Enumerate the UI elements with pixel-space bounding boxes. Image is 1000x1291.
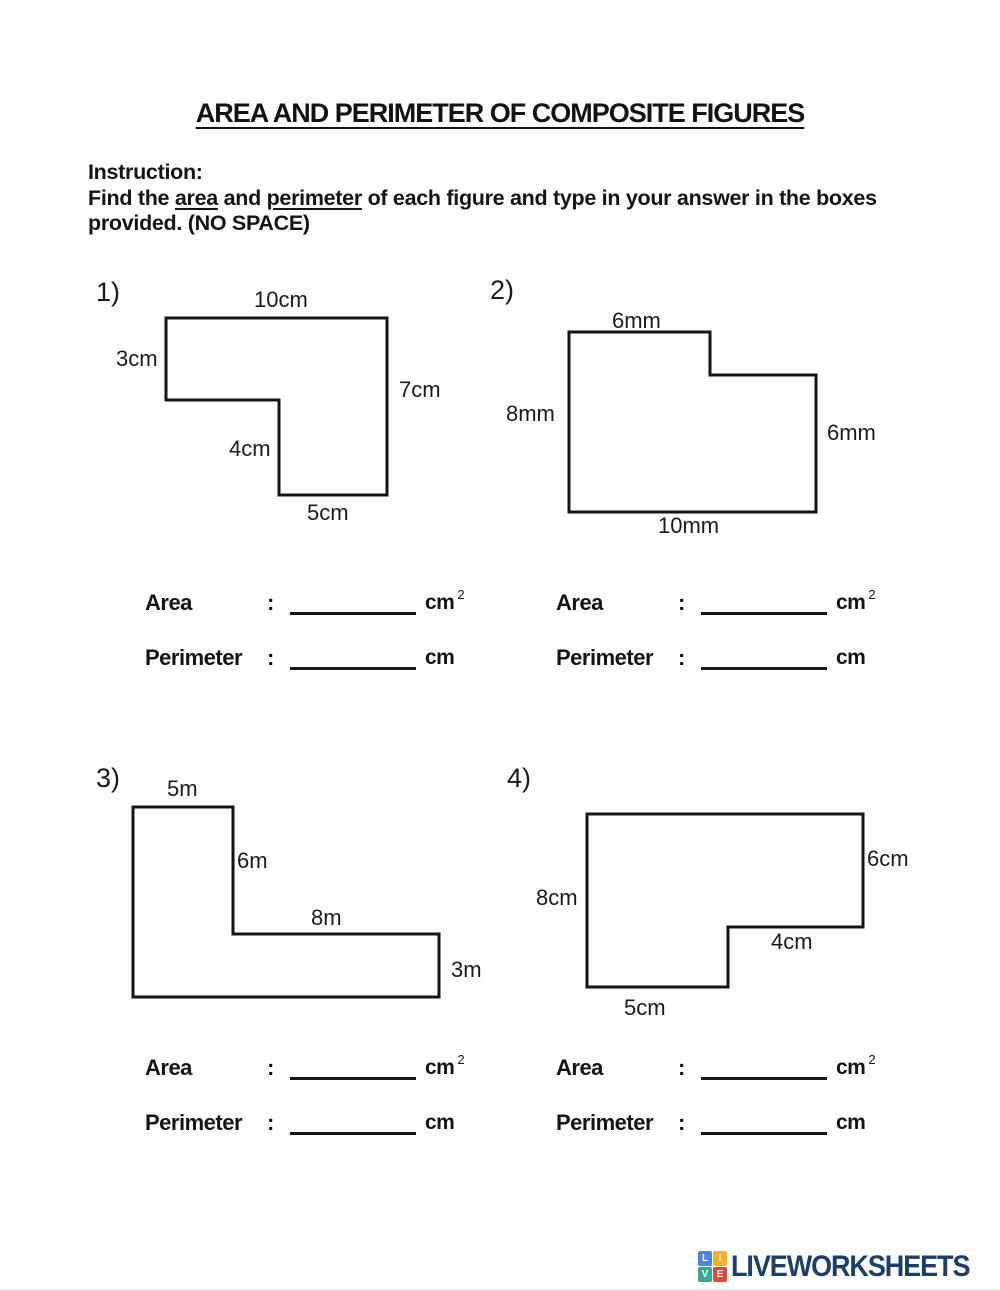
colon: :	[267, 590, 275, 615]
logo-tile-l: L	[698, 1251, 712, 1266]
instruction-word-area: area	[174, 185, 218, 210]
instruction-part: and	[217, 185, 267, 210]
figure2-perimeter-row	[556, 643, 865, 671]
figure4-number: 4)	[507, 763, 532, 793]
figure4-area-row	[556, 1053, 875, 1081]
figure1-area-row	[145, 588, 464, 616]
instruction-part: Find the	[88, 185, 175, 210]
figure3-dim-right: 3m	[451, 957, 482, 982]
colon: :	[678, 1110, 686, 1135]
instruction-block	[88, 160, 916, 237]
unit-cm: cm	[425, 646, 455, 669]
figure4-perimeter-answer-blank[interactable]	[701, 1109, 827, 1135]
perimeter-label: Perimeter	[556, 645, 654, 670]
perimeter-label: Perimeter	[145, 645, 243, 670]
figure2-dim-left: 8mm	[506, 401, 555, 426]
figure2-perimeter-answer-blank[interactable]	[701, 644, 827, 670]
colon: :	[678, 645, 686, 670]
area-label: Area	[145, 590, 192, 615]
figure2-dim-bottom: 10mm	[658, 513, 720, 538]
figure3-number: 3)	[96, 763, 121, 793]
figure2-area-row	[556, 588, 875, 616]
figure1-dim-inner: 4cm	[229, 436, 271, 461]
figure1-dim-left: 3cm	[116, 346, 158, 371]
unit-cm: cm	[425, 1056, 455, 1079]
colon: :	[267, 1110, 275, 1135]
figure1-dim-bottom: 5cm	[307, 500, 349, 525]
figure1-polygon	[166, 318, 387, 495]
unit-cm: cm	[836, 591, 866, 614]
area-label: Area	[556, 1055, 603, 1080]
figure2-dim-right: 6mm	[827, 420, 876, 445]
figure4-dim-inner: 4cm	[771, 929, 813, 954]
unit-superscript: 2	[868, 1052, 876, 1067]
perimeter-unit	[836, 645, 865, 671]
unit-cm: cm	[836, 1056, 866, 1079]
figure2-shape	[565, 328, 823, 519]
liveworksheets-icon	[698, 1251, 728, 1284]
figure4-shape	[583, 810, 871, 995]
figure1-perimeter-answer-blank[interactable]	[290, 644, 416, 670]
figure3-polygon	[133, 807, 439, 997]
colon: :	[267, 645, 275, 670]
instruction-heading: Instruction:	[88, 160, 203, 184]
unit-superscript: 2	[868, 587, 876, 602]
unit-cm: cm	[836, 646, 866, 669]
logo-tile-e: E	[713, 1267, 727, 1282]
page-title: AREA AND PERIMETER OF COMPOSITE FIGURES	[195, 98, 805, 129]
liveworksheets-brand-text: LIVEWORKSHEETS	[731, 1250, 970, 1283]
figure3-dim-mid: 8m	[311, 905, 342, 930]
figure1-dim-top: 10cm	[254, 287, 308, 312]
perimeter-unit	[836, 1110, 865, 1136]
area-unit	[836, 584, 875, 616]
unit-cm: cm	[425, 1111, 455, 1134]
figure1-number: 1)	[96, 277, 121, 307]
unit-cm: cm	[425, 591, 455, 614]
perimeter-unit	[425, 645, 454, 671]
figure3-perimeter-answer-blank[interactable]	[290, 1109, 416, 1135]
perimeter-label: Perimeter	[556, 1110, 654, 1135]
figure4-dim-left: 8cm	[536, 885, 578, 910]
instruction-word-perimeter: perimeter	[266, 185, 362, 210]
unit-superscript: 2	[457, 1052, 465, 1067]
logo-tile-v: V	[698, 1267, 712, 1282]
figure1-perimeter-row	[145, 643, 454, 671]
area-unit	[425, 1049, 464, 1081]
figure2-number: 2)	[490, 275, 515, 305]
figure4-dim-right: 6cm	[867, 846, 909, 871]
area-label: Area	[556, 590, 603, 615]
logo-tile-i: I	[713, 1251, 727, 1266]
figure3-area-row	[145, 1053, 464, 1081]
unit-superscript: 2	[457, 587, 465, 602]
area-unit	[836, 1049, 875, 1081]
colon: :	[267, 1055, 275, 1080]
area-unit	[425, 584, 464, 616]
instruction-text	[88, 186, 916, 237]
figure3-perimeter-row	[145, 1108, 454, 1136]
figure1-dim-right: 7cm	[399, 377, 441, 402]
colon: :	[678, 590, 686, 615]
figure1-area-answer-blank[interactable]	[290, 589, 416, 615]
figure4-perimeter-row	[556, 1108, 865, 1136]
figure4-area-answer-blank[interactable]	[701, 1054, 827, 1080]
figure1-shape	[162, 314, 394, 502]
perimeter-label: Perimeter	[145, 1110, 243, 1135]
area-label: Area	[145, 1055, 192, 1080]
figure3-dim-top: 5m	[167, 776, 198, 801]
figure2-dim-top: 6mm	[612, 308, 661, 333]
figure3-shape	[129, 803, 447, 1005]
figure4-polygon	[587, 814, 863, 987]
figure2-polygon	[569, 332, 816, 512]
figure2-area-answer-blank[interactable]	[701, 589, 827, 615]
liveworksheets-logo	[698, 1250, 996, 1284]
colon: :	[678, 1055, 686, 1080]
instruction-part: of each figure and type in your answer in the boxes provided. (NO SPACE)	[88, 185, 877, 235]
figure3-dim-inner: 6m	[237, 848, 268, 873]
unit-cm: cm	[836, 1111, 866, 1134]
figure4-dim-bottom: 5cm	[624, 995, 666, 1020]
figure3-area-answer-blank[interactable]	[290, 1054, 416, 1080]
perimeter-unit	[425, 1110, 454, 1136]
